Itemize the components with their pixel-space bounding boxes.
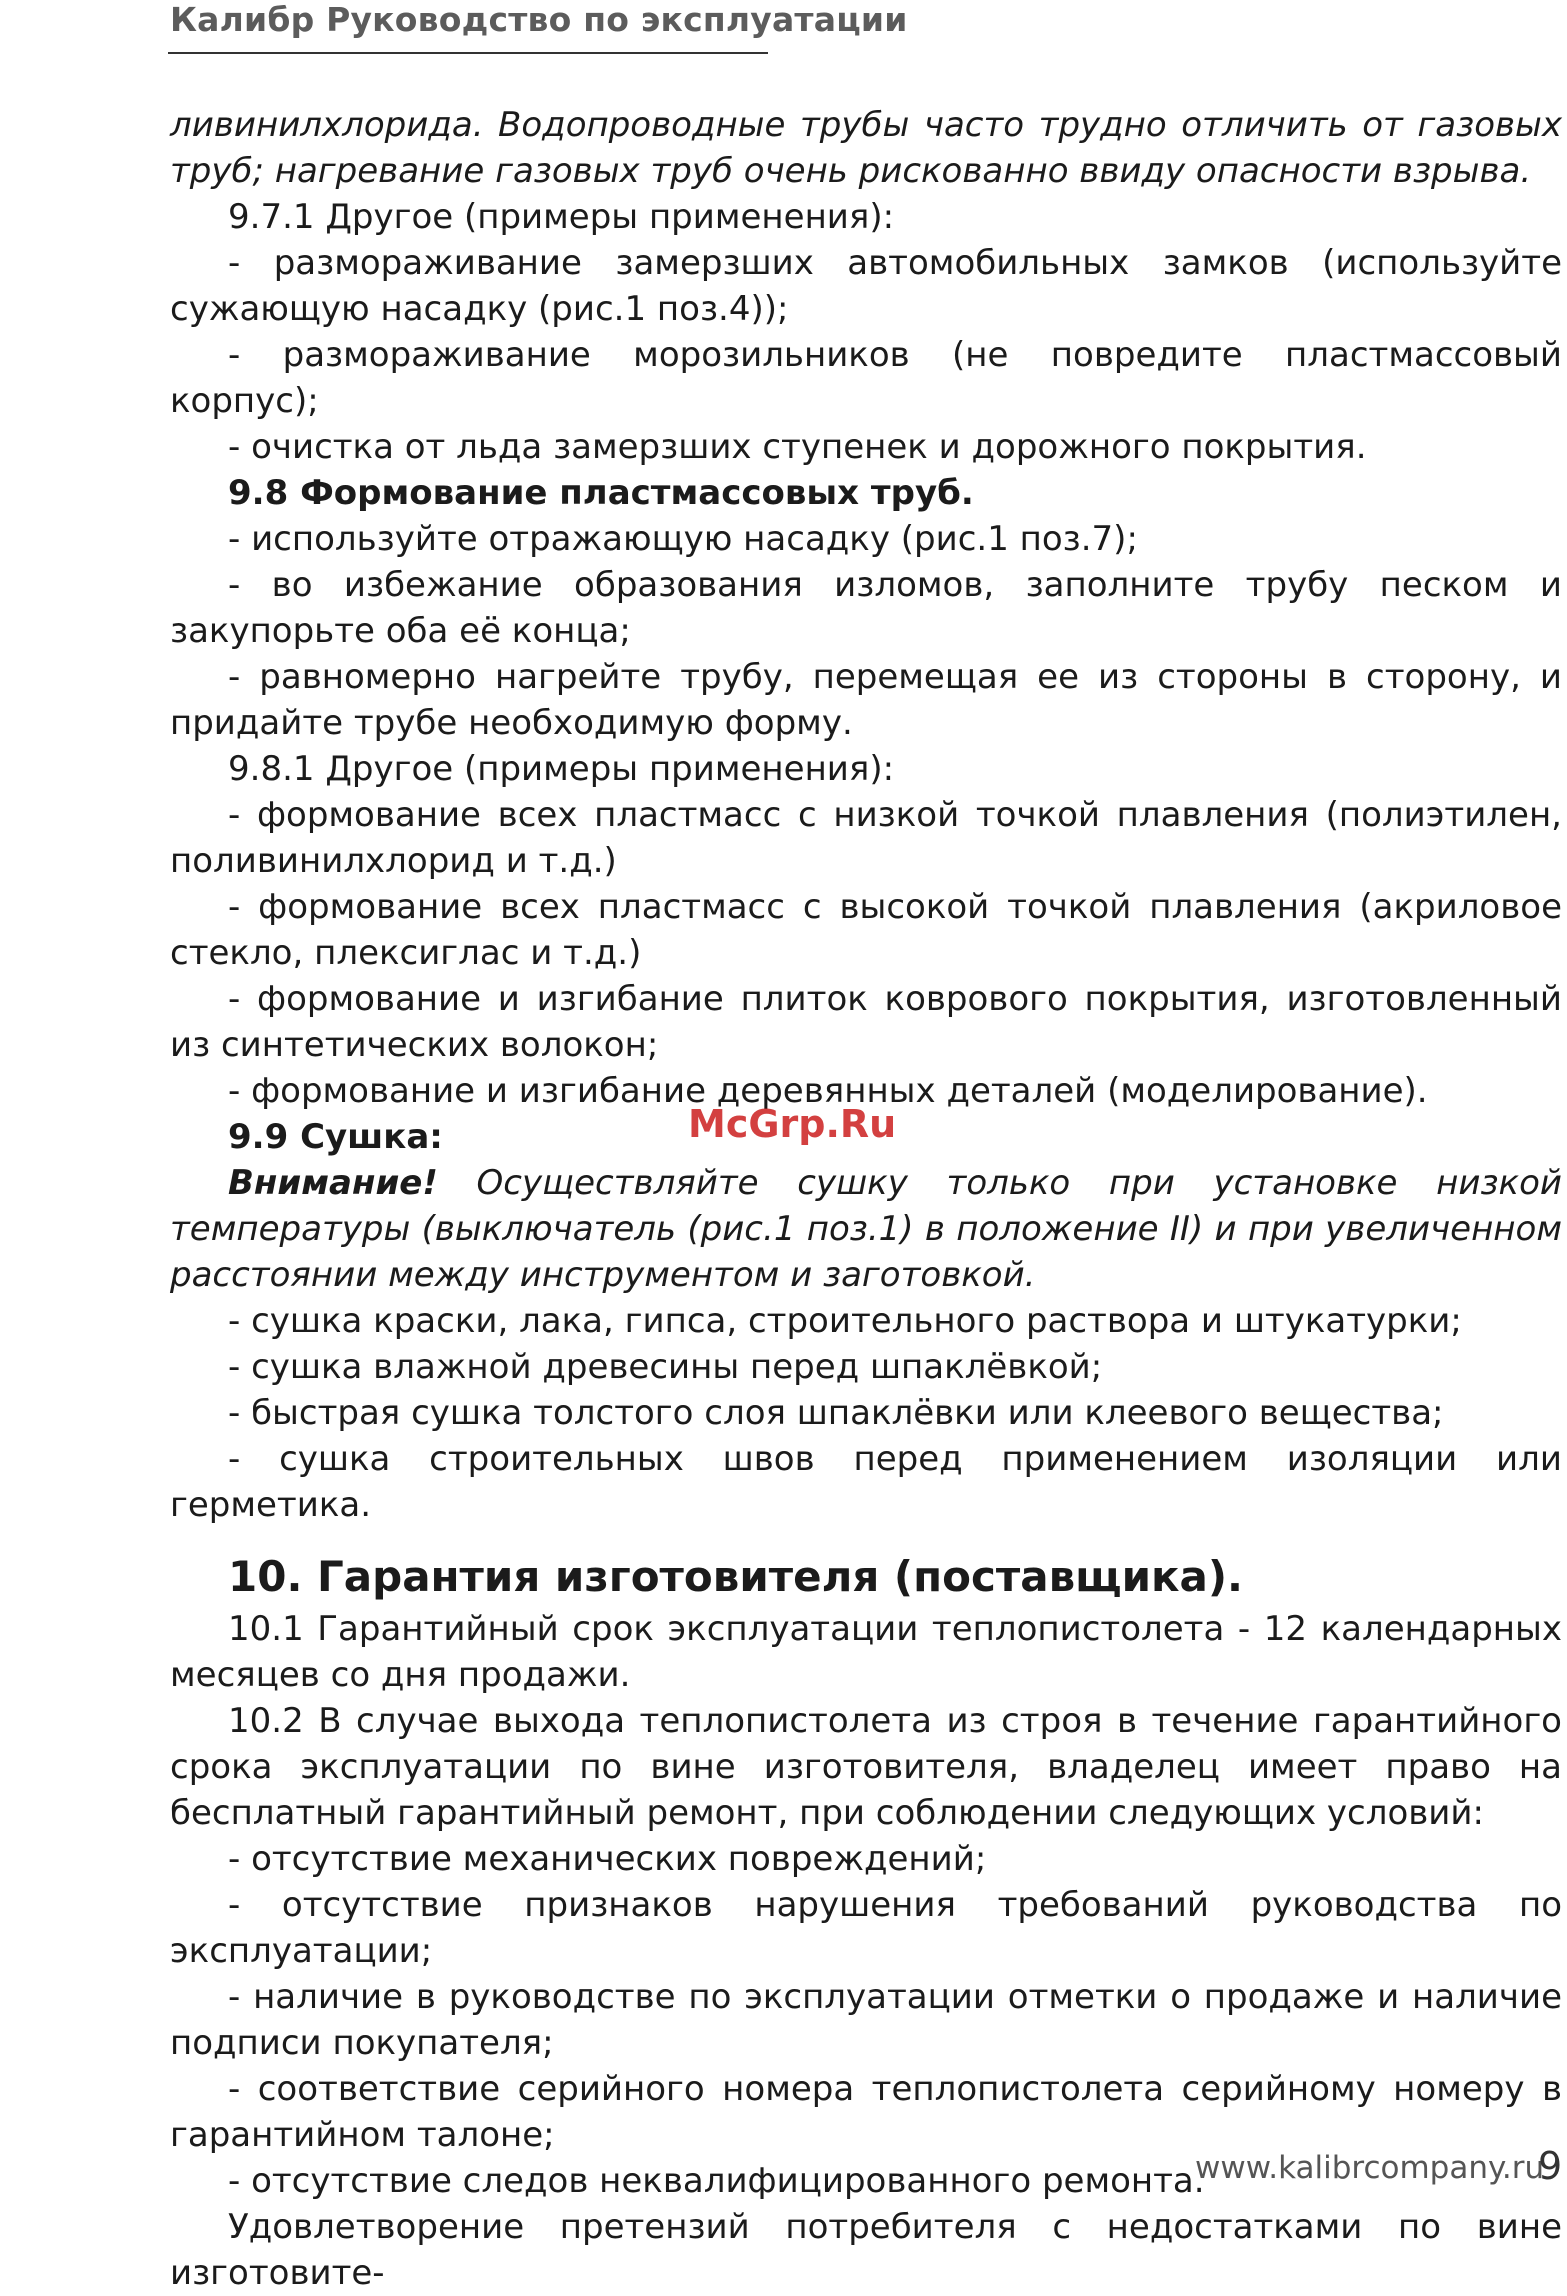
list-item: - сушка влажной древесины перед шпаклёвкой; (228, 1347, 1103, 1387)
list-item: - используйте отражающую насадку (рис.1 поз.7); (228, 519, 1138, 559)
list-item: - формование и изгибание деревянных деталей (моделирование). (228, 1071, 1428, 1111)
warning-label: Внимание! (228, 1163, 438, 1203)
list-item: - отсутствие следов неквалифицированного ремонта. (228, 2161, 1205, 2201)
paragraph-intro: ливинилхлорида. Водопроводные трубы часто трудно отличить от газовых труб; нагревание газовых труб очень рискованно ввиду опасности взрыва. (170, 105, 1562, 191)
header-title: Калибр Руководство по эксплуатации (170, 0, 908, 39)
heading-9-9: 9.9 Сушка: (228, 1117, 443, 1157)
page-body (170, 102, 1562, 2296)
list-item: - соответствие серийного номера теплопистолета серийному номеру в гарантийном талоне; (170, 2069, 1562, 2155)
list-item: - формование и изгибание плиток коврового покрытия, изготовленный из синтетических волокон; (170, 979, 1562, 1065)
section-10-heading: 10. Гарантия изготовителя (поставщика). (228, 1552, 1244, 1601)
list-item: - формование всех пластмасс с низкой точкой плавления (полиэтилен, поливинилхлорид и т.д.) (170, 795, 1562, 881)
list-item: - во избежание образования изломов, заполните трубу песком и закупорьте оба её конца; (170, 565, 1562, 651)
paragraph-9-7-1: 9.7.1 Другое (примеры применения): (228, 197, 895, 237)
list-item: - сушка краски, лака, гипса, строительного раствора и штукатурки; (228, 1301, 1462, 1341)
list-item: - формование всех пластмасс с высокой точкой плавления (акриловое стекло, плексиглас и т.д.) (170, 887, 1562, 973)
list-item: - равномерно нагрейте трубу, перемещая ее из стороны в сторону, и придайте трубе необходимую форму. (170, 657, 1562, 743)
warning-paragraph (170, 1160, 1562, 1298)
running-header (168, 0, 908, 54)
list-item: - сушка строительных швов перед применением изоляции или герметика. (170, 1439, 1562, 1525)
heading-9-8: 9.8 Формование пластмассовых труб. (228, 473, 974, 513)
watermark: McGrp.Ru (688, 1102, 897, 1146)
warning-text: Осуществляйте сушку только при установке низкой температуры (выключатель (рис.1 поз.1) в положение II) и при увеличенном расстоянии между инструментом и заготовкой. (170, 1163, 1562, 1295)
list-item: - наличие в руководстве по эксплуатации отметки о продаже и наличие подписи покупателя; (170, 1977, 1562, 2063)
paragraph-claims: Удовлетворение претензий потребителя с недостатками по вине изготовите- (170, 2207, 1562, 2293)
list-item: - быстрая сушка толстого слоя шпаклёвки или клеевого вещества; (228, 1393, 1444, 1433)
paragraph-10-2: 10.2 В случае выхода теплопистолета из строя в течение гарантийного срока эксплуатации по вине изготовителя, владелец имеет право на бесплатный гарантийный ремонт, при соблюдении следующих условий: (170, 1701, 1562, 1833)
paragraph-10-1: 10.1 Гарантийный срок эксплуатации теплопистолета - 12 календарных месяцев со дня продажи. (170, 1609, 1562, 1695)
list-item: - размораживание морозильников (не повредите пластмассовый корпус); (170, 335, 1562, 421)
page-number: 9 (1538, 2144, 1563, 2188)
list-item: - отсутствие механических повреждений; (228, 1839, 987, 1879)
paragraph-9-8-1: 9.8.1 Другое (примеры применения): (228, 749, 895, 789)
list-item: - очистка от льда замерзших ступенек и дорожного покрытия. (228, 427, 1367, 467)
footer-url: www.kalibrcompany.ru (1195, 2150, 1545, 2186)
list-item: - отсутствие признаков нарушения требований руководства по эксплуатации; (170, 1885, 1562, 1971)
list-item: - размораживание замерзших автомобильных замков (используйте сужающую насадку (рис.1 поз.4)); (170, 243, 1562, 329)
